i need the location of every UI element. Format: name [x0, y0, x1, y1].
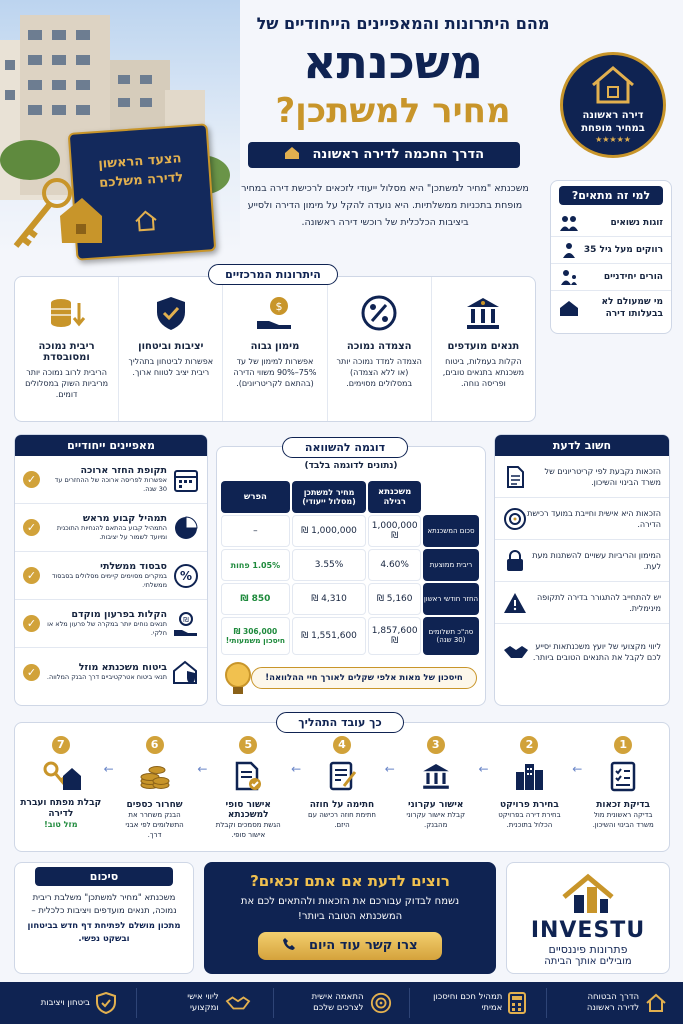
- coins-down-icon: [47, 295, 87, 331]
- contact-button[interactable]: [258, 932, 442, 960]
- svg-text:$: $: [275, 300, 283, 313]
- footer-item: ליווי אישי ומקצועי: [136, 988, 273, 1018]
- brand-card: [506, 862, 670, 974]
- percent-icon: [359, 295, 399, 331]
- guide-text: הדרך החכמה לדירה ראשונה: [312, 147, 485, 162]
- house-icon: [645, 993, 667, 1013]
- step-item: [207, 736, 289, 848]
- features-title: מאפיינים ייחודיים: [15, 435, 207, 456]
- step-number: 3: [427, 736, 445, 754]
- advantages-title: היתרונות המרכזיים: [208, 264, 338, 285]
- calculator-icon: [508, 992, 526, 1014]
- check-icon: ✓: [23, 664, 40, 681]
- advantage-text: הריבית לרוב נמוכה יותר מריביות השוק במסלולים דומים.: [25, 368, 109, 399]
- bank-icon: [420, 760, 452, 792]
- step-number: 6: [146, 736, 164, 754]
- step-text: קבלת אישור עקרוני מהבנק.: [406, 811, 466, 829]
- step-text: חתימת חוזה רכישה עם היזם.: [307, 811, 376, 829]
- step-text: הבנק משחרר את התשלומים לפי אבני דרך.: [125, 811, 184, 839]
- advantage-text: אפשרות לביטחון בתהליך ריבית יציב לטווח ארוך.: [128, 357, 214, 377]
- advantage-item: [222, 277, 326, 421]
- footer-item: ביטחון ויציבות: [0, 988, 136, 1018]
- page-title-2: מחיר למשתכן?: [275, 91, 511, 131]
- step-title: בחירת פרויקט: [500, 800, 559, 810]
- features-card: [14, 434, 208, 706]
- feature-item: [15, 504, 207, 552]
- advantage-item: [431, 277, 535, 421]
- row-label: ריבית ממוצעת: [423, 549, 479, 581]
- target-icon: [503, 507, 527, 531]
- parent-child-icon: [559, 269, 579, 285]
- list-item: מי שמעולם לא בבעלותו דירה: [551, 291, 671, 325]
- advantage-item: [15, 277, 118, 421]
- contract-icon: [326, 760, 358, 792]
- feature-title: הקלות בפרעון מוקדם: [71, 609, 167, 620]
- handshake-icon: [225, 992, 251, 1014]
- svg-text:₪: ₪: [183, 615, 189, 624]
- step-arrow: ←: [197, 762, 208, 776]
- advantage-title: יציבות וביטחון: [138, 341, 204, 352]
- book-text: הצעד הראשון לדירה משלכם: [97, 151, 184, 191]
- compare-title: דוגמה להשוואה: [282, 437, 408, 458]
- badge: [560, 52, 666, 158]
- feature-text: אפשרות לפריסה ארוכה של ההחזרים עד 30 שנה.: [54, 476, 167, 493]
- table-row: ריבית ממוצעת 4.60% 3.55% 1.05% פחות: [221, 549, 479, 581]
- step-item: [301, 736, 383, 848]
- list-item: הורים יחידניים: [551, 264, 671, 291]
- brand-logo-icon: [560, 873, 616, 915]
- shield-icon: [96, 992, 116, 1014]
- badge-stars: ★★★★★: [595, 135, 631, 144]
- percent-tag-icon: [173, 563, 199, 589]
- footer-item: הדרך הבטוחה לדירה ראשונה: [546, 988, 683, 1018]
- footer-bar: [0, 982, 683, 1024]
- step-arrow: ←: [384, 762, 395, 776]
- table-header: מחיר למשתכן (מסלול ייעודי): [292, 481, 367, 513]
- feature-title: ביטוח משכנתא מוזל: [78, 662, 167, 673]
- feature-text: במקרים מסוימים קיימים מסלולים בסבסוד ממשלתי.: [51, 572, 167, 589]
- know-card: [494, 434, 670, 706]
- couple-icon: [559, 215, 579, 231]
- step-title: אישור עקרוני: [407, 800, 464, 810]
- table-header: משכנתא רגילה: [368, 481, 421, 513]
- contact-button-label: צרו קשר עוד היום: [308, 938, 418, 953]
- header-subtitle: מהם היתרונות והמאפיינים הייחודיים של: [256, 14, 550, 33]
- lightbulb-icon: [223, 661, 253, 697]
- list-item: ליווי מקצועי של יועץ משכנתאות יסייע לכם לקבל את התנאים הטובים ביותר.: [495, 624, 669, 680]
- approved-doc-icon: [232, 760, 264, 792]
- checklist-icon: [607, 760, 639, 792]
- footer-item: תמהיל חכם וחיסכון אמיתי: [409, 988, 546, 1018]
- step-number: 2: [520, 736, 538, 754]
- feature-item: [15, 648, 207, 696]
- step-number: 4: [333, 736, 351, 754]
- advantages-card: [14, 276, 536, 422]
- feature-item: [15, 552, 207, 600]
- step-text: מזל טוב!: [44, 820, 78, 829]
- target-icon: [370, 992, 392, 1014]
- key-icon: [2, 168, 112, 263]
- table-row: סה"כ תשלומים (30 שנה) 1,857,600 ₪ 1,551,600 ₪ 306,000 ₪ חיסכון משמעותי!: [221, 617, 479, 655]
- step-text: בחירת דירה בפרויקט הכלול בתוכנית.: [498, 811, 561, 829]
- step-title: שחרור כספים: [126, 800, 183, 810]
- advantage-title: תנאים מועדפים: [447, 341, 520, 352]
- step-number: 7: [52, 736, 70, 754]
- table-row: סכום המשכנתא 1,000,000 ₪ 1,000,000 ₪ –: [221, 515, 479, 547]
- house-icon: [133, 209, 158, 233]
- warning-icon: [503, 591, 527, 615]
- phone-icon: [282, 937, 296, 951]
- step-number: 1: [614, 736, 632, 754]
- hand-coin-icon: [255, 295, 295, 331]
- table-row: החזר חודשי ראשון 5,160 ₪ 4,310 ₪ 850 ₪: [221, 583, 479, 615]
- row-label: החזר חודשי ראשון: [423, 583, 479, 615]
- pie-icon: [173, 515, 199, 541]
- bank-icon: [463, 295, 503, 331]
- step-title: קבלת מפתח ועברת לדירה: [20, 798, 102, 819]
- feature-title: תקופת החזר ארוכה: [80, 465, 167, 476]
- house-icon: [559, 300, 579, 316]
- brand-name: INVESTU: [530, 918, 646, 943]
- intro-text: משכנתא "מחיר למשתכן" היא מסלול ייעודי לזכאים לרכישת דירה במחיר מופחת בתכניות ממשלתיות. היא נועדה להקל על מימון הדירה ולסייע ביציבות הכלכלית של רוכשי דירה ראשונה.: [241, 183, 529, 228]
- step-title: אישור סופי למשכנתא: [225, 800, 271, 820]
- advantage-item: [118, 277, 222, 421]
- step-arrow: ←: [572, 762, 583, 776]
- step-arrow: ←: [103, 762, 114, 776]
- process-title: כך עובד התהליך: [276, 712, 404, 733]
- house-shield-icon: [173, 659, 199, 685]
- summary-title: סיכום: [35, 867, 173, 886]
- advantage-title: מימון גבוה: [250, 341, 300, 352]
- feature-title: סבסוד ממשלתי: [100, 561, 167, 572]
- eligible-title: למי זה מתאים?: [559, 186, 663, 205]
- step-title: חתימה על חוזה: [309, 800, 375, 810]
- calendar-icon: [173, 467, 199, 493]
- advantage-text: אפשרות למימון של עד 75%–90% משווי הדירה (בהתאם לקריטריונים).: [233, 357, 317, 388]
- table-row: [221, 481, 479, 513]
- handshake-icon: [503, 640, 529, 664]
- compare-card: [216, 446, 486, 706]
- list-item: הזכאות היא אישית וחייבת במועד רכישת הדירה.: [495, 498, 669, 540]
- advantage-text: הצמדה למדד נמוכה יותר (או ללא הצמדה) במסלולים מסוימים.: [336, 357, 422, 388]
- check-icon: ✓: [23, 567, 40, 584]
- cta-card: [204, 862, 496, 974]
- summary-bold: מתכון מושלם לפתיחת דף חדש בביטחון ובשקט נפשי.: [27, 921, 181, 944]
- summary-card: [14, 862, 194, 974]
- coins-icon: [139, 760, 171, 792]
- compare-note: (נתונים לדוגמה בלבד): [304, 461, 398, 471]
- brand-tagline-1: פתרונות פיננסיים: [548, 943, 628, 956]
- step-item: [20, 736, 102, 848]
- savings-callout: חיסכון של מאות אלפי שקלים לאורך חיי ההלוואה!: [251, 667, 477, 689]
- step-item: [582, 736, 664, 848]
- advantage-item: [327, 277, 431, 421]
- list-item: רווקים מעל גיל 35: [551, 237, 671, 264]
- cta-text: נשמח לבדוק עבורכם את הזכאות ולהתאים לכם את המשכנתא הטובה ביותר!: [240, 896, 460, 922]
- row-label: סה"כ תשלומים (30 שנה): [423, 617, 479, 655]
- list-item: זוגות נשואים: [551, 210, 671, 237]
- check-icon: ✓: [23, 471, 40, 488]
- step-text: הגשת מסמכים וקבלת אישור סופי.: [215, 821, 281, 839]
- step-arrow: ←: [291, 762, 302, 776]
- step-number: 5: [239, 736, 257, 754]
- advantage-title: ריבית נמוכה ומסובסדת: [38, 341, 95, 363]
- check-icon: ✓: [23, 615, 40, 632]
- know-title: חשוב לדעת: [495, 435, 669, 456]
- list-item: הזכאות נקבעת לפי קריטריונים של משרד הבינוי והשיכון.: [495, 456, 669, 498]
- feature-text: תנאי ביטוח אטרקטיביים דרך הבנק המלווה.: [46, 673, 167, 681]
- row-label: סכום המשכנתא: [423, 515, 479, 547]
- key-house-icon: [41, 760, 81, 792]
- shield-check-icon: [151, 295, 191, 331]
- house-icon: [590, 65, 636, 105]
- lock-icon: [503, 549, 527, 573]
- person-icon: [559, 242, 579, 258]
- list-item: המימון והריביות עשויים להשתנות מעת לעת.: [495, 540, 669, 582]
- list-item: יש להתחייב להתגורר בדירה לתקופה מינימלית.: [495, 582, 669, 624]
- advantage-text: הקלות בעמלות, ביטוח משכנתא בתנאים טובים, ופריסה נוחה.: [442, 357, 525, 388]
- step-text: בדיקה ראשונית מול משרד הבינוי והשיכון.: [592, 811, 654, 829]
- badge-text: דירה ראשונה במחיר מופחת: [581, 110, 645, 134]
- summary-text: משכנתא "מחיר למשתכן" משלבת ריבית נמוכה, תנאים מועדפים ויציבות כלכלית –: [31, 893, 177, 916]
- house-icon: [284, 146, 300, 160]
- step-item: [395, 736, 477, 848]
- hand-money-icon: [173, 611, 199, 637]
- step-item: [489, 736, 571, 848]
- cta-title: רוצים לדעת אם אתם זכאים?: [250, 872, 450, 890]
- footer-item: התאמה אישית לצרכים שלכם: [273, 988, 410, 1018]
- step-title: בדיקת זכאות: [596, 800, 651, 810]
- brand-tagline-2: מובילים אותך הביתה: [544, 956, 632, 967]
- step-item: [114, 736, 196, 848]
- table-header: הפרש: [221, 481, 290, 513]
- check-icon: ✓: [23, 519, 40, 536]
- svg-text:%: %: [179, 568, 193, 583]
- feature-text: התמהיל קבוע בהתאם להנחיות התוכנית ומיועד לשמור על יציבות.: [56, 524, 167, 541]
- step-arrow: ←: [478, 762, 489, 776]
- feature-item: [15, 600, 207, 648]
- eligible-card: [550, 180, 672, 334]
- advantage-title: הצמדה נמוכה: [346, 341, 412, 352]
- page-title: משכנתא: [303, 35, 483, 89]
- document-icon: [503, 465, 527, 489]
- buildings-icon: [513, 760, 545, 792]
- process-steps: [20, 736, 664, 848]
- guide-banner: [248, 142, 520, 168]
- compare-table: [219, 479, 481, 657]
- feature-text: תנאים נוחים יותר במקרה של פרעון מלא או חלקי.: [47, 620, 167, 637]
- feature-title: תמהיל קבוע מראש: [82, 513, 167, 524]
- feature-item: [15, 456, 207, 504]
